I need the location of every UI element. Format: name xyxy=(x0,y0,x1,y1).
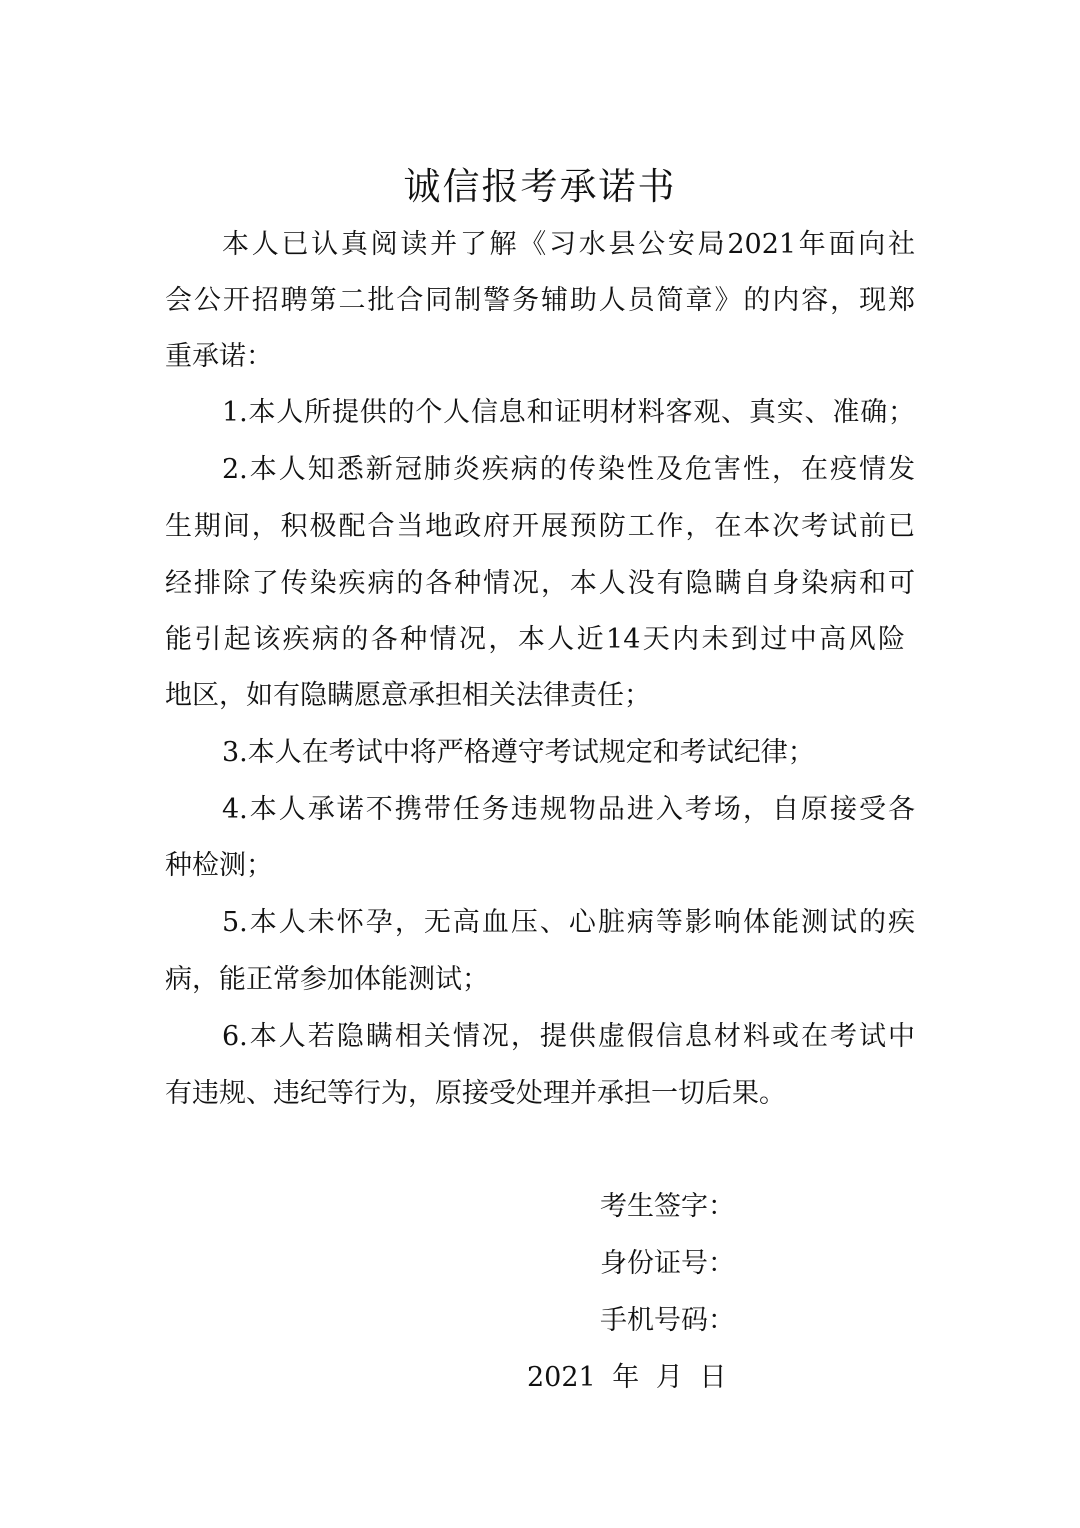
pledge-item-2: 2.本人知悉新冠肺炎疾病的传染性及危害性，在疫情发 xyxy=(222,454,915,485)
body-line: 本人已认真阅读并了解《习水县公安局2021年面向社 xyxy=(222,229,915,260)
body-line: 重承诺： xyxy=(165,341,273,372)
signature-date: 2021 年 月 日 xyxy=(527,1362,727,1393)
body-line: 经排除了传染疾病的各种情况，本人没有隐瞒自身染病和可 xyxy=(165,568,915,599)
signature-phone-label: 手机号码： xyxy=(600,1305,735,1336)
body-line: 生期间，积极配合当地政府开展预防工作，在本次考试前已 xyxy=(165,511,915,542)
body-line: 能引起该疾病的各种情况，本人近14天内未到过中高风险 xyxy=(165,624,905,655)
document-title: 诚信报考承诺书 xyxy=(403,165,677,208)
pledge-item-4: 4.本人承诺不携带任务违规物品进入考场，自原接受各 xyxy=(222,794,915,825)
pledge-item-5: 5.本人未怀孕，无高血压、心脏病等影响体能测试的疾 xyxy=(222,907,915,938)
body-line: 会公开招聘第二批合同制警务辅助人员简章》的内容，现郑 xyxy=(165,285,915,316)
body-line: 地区，如有隐瞒愿意承担相关法律责任； xyxy=(165,680,651,711)
body-line: 病，能正常参加体能测试； xyxy=(165,964,489,995)
pledge-item-1: 1.本人所提供的个人信息和证明材料客观、真实、准确； xyxy=(222,397,915,428)
body-line: 种检测； xyxy=(165,850,273,881)
pledge-item-3: 3.本人在考试中将严格遵守考试规定和考试纪律； xyxy=(222,737,815,768)
signature-id-label: 身份证号： xyxy=(600,1248,735,1279)
body-line: 有违规、违纪等行为，原接受处理并承担一切后果。 xyxy=(165,1078,786,1109)
signature-name-label: 考生签字： xyxy=(600,1191,735,1222)
pledge-item-6: 6.本人若隐瞒相关情况，提供虚假信息材料或在考试中 xyxy=(222,1021,915,1052)
